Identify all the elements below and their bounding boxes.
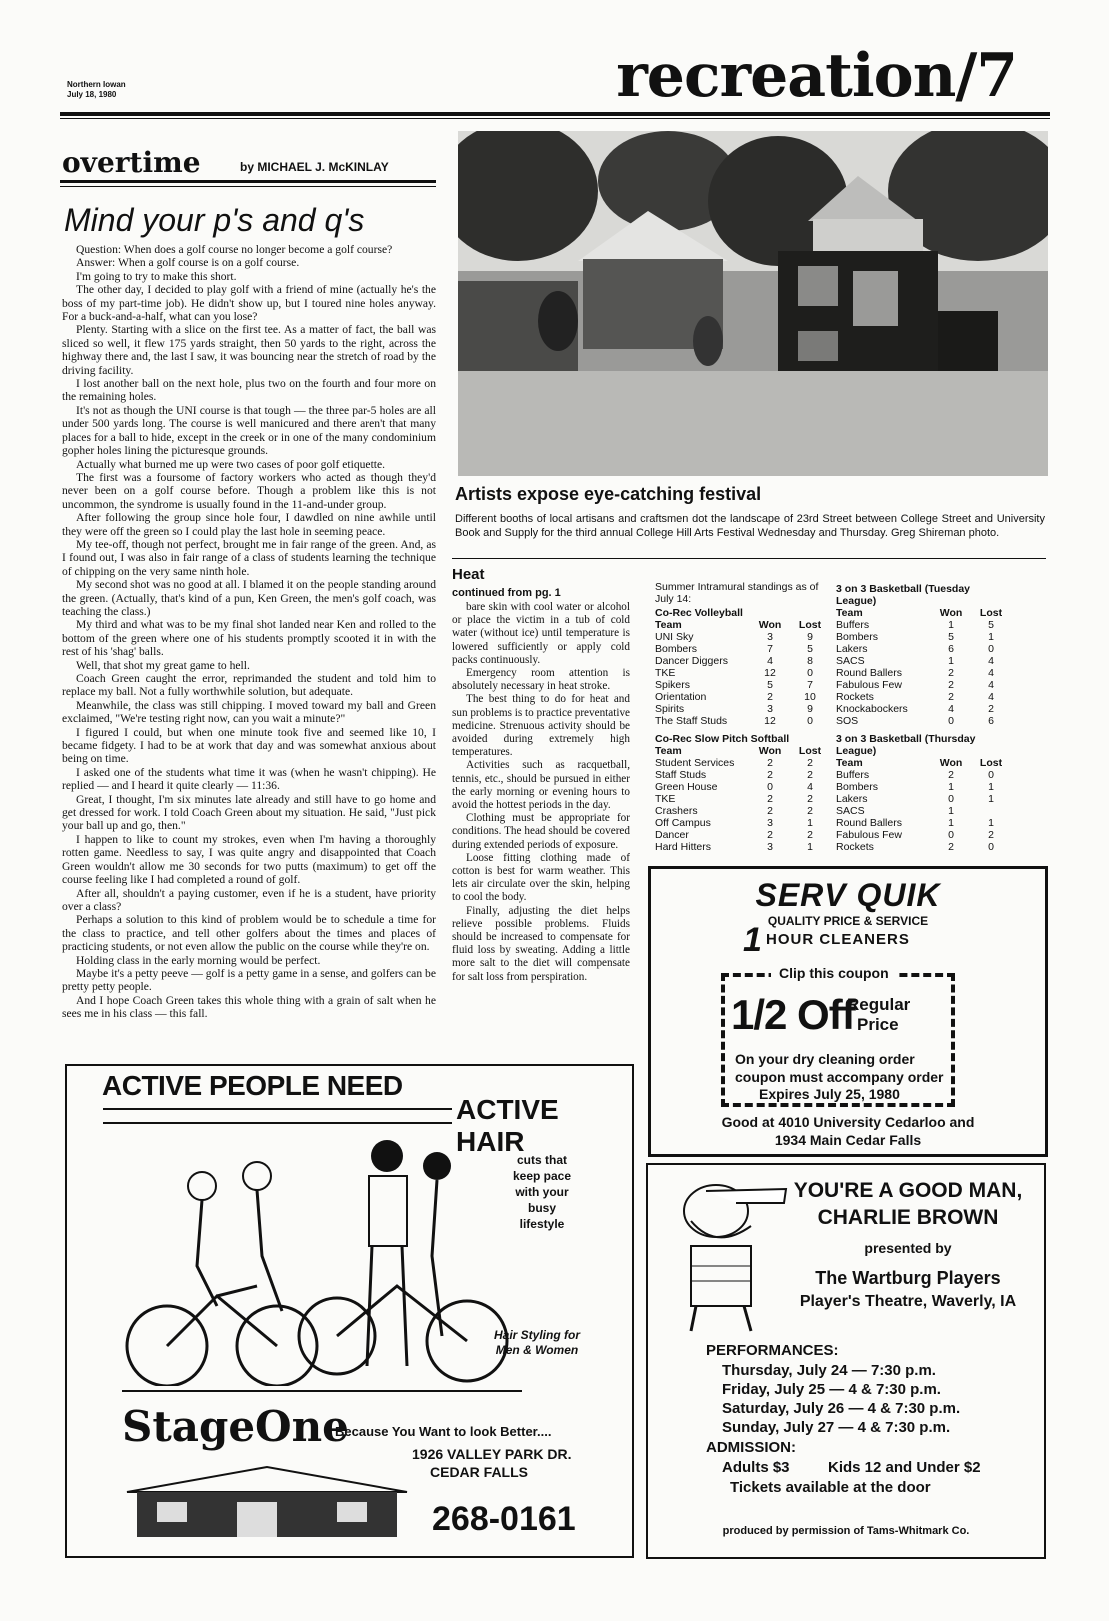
standings-cell: 2	[948, 691, 954, 703]
charlie-kids: Kids 12 and Under $2	[828, 1459, 981, 1476]
standings-cell: Round Ballers	[836, 667, 902, 679]
coupon-half-off: 1/2 Off	[731, 991, 855, 1038]
standings-cell: Lakers	[836, 793, 868, 805]
standings-cell: SACS	[836, 655, 865, 667]
standings-cell: Buffers	[836, 619, 870, 631]
standings-row	[655, 805, 830, 817]
standings-cell: 0	[988, 643, 994, 655]
standings-cell: The Staff Studs	[655, 715, 728, 727]
standings-row	[655, 793, 830, 805]
column-name: overtime	[62, 146, 201, 179]
column-paragraph: My tee-off, though not perfect, brought me in fair range of the green. And, as I found out, I was also in fair range of a class of students learning the technique of chipping on the very same ninth hole.	[62, 537, 436, 578]
section-title	[616, 41, 1017, 111]
standings-row	[655, 679, 830, 691]
stageone-hair: ACTIVE HAIR	[452, 1094, 632, 1158]
standings-header-cell: Won	[939, 607, 963, 619]
standings-cell: Spikers	[655, 679, 691, 691]
standings-header-cell: Won	[939, 757, 963, 769]
standings-cell: Fabulous Few	[836, 829, 902, 841]
standings-cell: 7	[807, 679, 813, 691]
column-paragraph: After all, shouldn't a paying customer, even if he is a student, have priority over a class?	[62, 886, 436, 913]
standings-cell: Bombers	[836, 631, 879, 643]
section-name: recreation	[616, 41, 956, 111]
standings-cell: 1	[988, 631, 994, 643]
standings-title: 3 on 3 Basketball (Thursday League)	[836, 733, 976, 757]
heat-continued: continued from pg. 1	[452, 587, 561, 599]
standings-cell: Rockets	[836, 841, 874, 853]
standings-cell: 0	[767, 781, 773, 793]
standings-row	[655, 643, 830, 655]
standings-cell: 1	[948, 655, 954, 667]
standings-cell: 3	[767, 631, 773, 643]
stageone-addr1: 1926 VALLEY PARK DR.	[412, 1446, 572, 1462]
standings-row	[836, 769, 1011, 781]
stageone-logo: StageOne	[122, 1402, 349, 1451]
standings-cell: Lakers	[836, 643, 868, 655]
basketball-tuesday-standings	[836, 583, 1011, 727]
standings-cell: Fabulous Few	[836, 679, 902, 691]
standings-cell: 3	[767, 817, 773, 829]
column-paragraph: The other day, I decided to play golf with a friend of mine (actually he's the boss of my part-time job). He didn't show up, but I toured nine holes anyway. For a buck-and-a-half, what can you lose?	[62, 283, 436, 324]
standings-cell	[971, 805, 1011, 817]
column-paragraph: Actually what burned me up were two cases of poor golf etiquette.	[76, 457, 386, 471]
standings-cell: 2	[948, 667, 954, 679]
coupon-line1: On your dry cleaning order	[735, 1051, 915, 1067]
stageone-phone: 268-0161	[432, 1500, 576, 1538]
standings-header-cell: Lost	[798, 745, 822, 757]
charlie-theatre: Player's Theatre, Waverly, IA	[799, 1293, 1017, 1310]
standings-cell: 5	[988, 619, 994, 631]
standings-cell: 6	[988, 715, 994, 727]
standings-row	[836, 829, 1011, 841]
standings-cell: 0	[807, 715, 813, 727]
standings-cell: Bombers	[655, 643, 698, 655]
standings-header-cell: Lost	[979, 607, 1003, 619]
paper-date: July 18, 1980	[67, 90, 117, 99]
heat-paragraph: Emergency room attention is absolutely necessary in heat stroke.	[452, 667, 630, 693]
standings-cell: 2	[988, 829, 994, 841]
standings-row	[655, 631, 830, 643]
standings-header-cell: Won	[758, 619, 782, 631]
standings-cell: 4	[807, 781, 813, 793]
stageone-top: ACTIVE PEOPLE NEED	[102, 1070, 403, 1101]
standings-cell: Green House	[655, 781, 718, 793]
masthead-rule	[60, 112, 1050, 116]
column-paragraph: Well, that shot my great game to hell.	[76, 658, 250, 672]
standings-cell: 2	[767, 769, 773, 781]
standings-row	[836, 715, 1011, 727]
servquik-hour: HOUR CLEANERS	[766, 931, 910, 948]
standings-row	[655, 703, 830, 715]
standings-cell: 0	[988, 841, 994, 853]
servquik-ad	[648, 866, 1048, 1157]
column-paragraph: My second shot was no good at all. I blamed it on the people standing around the green. (Actually, that's kind of a pun, Ken Green, the men's golf coach, was teaching the class.)	[62, 578, 436, 618]
standings-row	[836, 781, 1011, 793]
standings-cell: 1	[988, 793, 994, 805]
standings-cell: 2	[948, 679, 954, 691]
standings-cell: 4	[988, 655, 994, 667]
heat-paragraph: Finally, adjusting the diet helps relieve possible problems. Fluids should be increased to compensate for fluid loss by sweating. Adding a little more salt to the diet will compensate for salt loss from perspiration.	[452, 904, 630, 983]
standings-cell: 4	[767, 655, 773, 667]
standings-cell: 9	[807, 631, 813, 643]
standings-cell: 2	[767, 757, 773, 769]
stageone-ground	[122, 1390, 522, 1392]
standings-row	[655, 667, 830, 679]
servquik-one: 1	[743, 921, 762, 959]
column-paragraph: I figured I could, but when one minute took five and seemed like 10, I became fidgety. I had to be at work that day and was somewhat anxious about being on time.	[62, 725, 436, 766]
volleyball-standings	[655, 607, 830, 727]
column-headline: Mind your p's and q's	[64, 202, 365, 238]
heat-paragraph: Clothing must be appropriate for conditions. The head should be covered during extended periods of exposure.	[452, 812, 630, 851]
standings-cell: 4	[988, 667, 994, 679]
standings-cell: Dancer	[655, 829, 689, 841]
column-paragraph: The first was a foursome of factory workers who acted as though they'd never been on a golf course before. Though a problem like this is not uncommon, the syndrome is usually found in the 11-and-under group.	[62, 470, 436, 511]
charlie-performances	[722, 1361, 960, 1437]
standings-cell: 2	[948, 769, 954, 781]
charlie-brown-ad	[646, 1163, 1046, 1559]
standings-cell: 1	[807, 817, 813, 829]
standings-row	[655, 781, 830, 793]
charlie-perf-head: PERFORMANCES:	[706, 1342, 839, 1359]
servquik-brand: SERV QUIK	[755, 877, 941, 913]
standings-cell: TKE	[655, 793, 676, 805]
standings-row	[655, 841, 830, 853]
column-paragraph: Holding class in the early morning would be perfect.	[76, 953, 321, 967]
standings-row	[836, 619, 1011, 631]
standings-cell: 4	[988, 691, 994, 703]
column-paragraph: Meanwhile, the class was still chipping. I moved toward my ball and Green exclaimed, "We're testing right now, can you wait a minute?"	[62, 698, 436, 726]
standings-cell: 6	[948, 643, 954, 655]
column-body	[62, 243, 436, 1045]
standings-row	[836, 817, 1011, 829]
standings-header-cell: Lost	[979, 757, 1003, 769]
standings-header-cell: Team	[655, 619, 682, 631]
standings-cell: Student Services	[655, 757, 735, 769]
standings-row	[836, 691, 1011, 703]
standings-cell: Off Campus	[655, 817, 711, 829]
standings-cell: 1	[988, 781, 994, 793]
column-rule-thin	[60, 186, 436, 187]
charlie-adults: Adults $3	[722, 1459, 790, 1476]
standings-cell: 1	[988, 817, 994, 829]
column-paragraph: And I hope Coach Green takes this whole thing with a grain of salt when he sees me in his class — this fall.	[62, 993, 436, 1021]
standings-cell: 2	[988, 703, 994, 715]
standings-title: Co-Rec Volleyball	[655, 607, 743, 619]
column-paragraph: My third and what was to be my final shot landed near Ken and rolled to the bottom of the green where one of his students promptly scooted it in with the rest of his 'shag' balls.	[62, 618, 436, 659]
stageone-ad	[65, 1064, 634, 1558]
standings-cell: Dancer Diggers	[655, 655, 728, 667]
standings-row	[836, 841, 1011, 853]
standings-cell: 0	[948, 793, 954, 805]
heat-paragraph: The best thing to do for heat and sun problems is to practice preventative medicine. Strenuous activity should be avoided during extremely high temperatures.	[452, 693, 630, 759]
standings-cell: 0	[807, 667, 813, 679]
standings-cell: 4	[988, 679, 994, 691]
column-paragraph: After following the group since hole four, I dawdled on nine awhile until they were off the green so I could play the last hole in seeming peace.	[62, 511, 436, 538]
standings-cell: 4	[948, 703, 954, 715]
standings-row	[836, 667, 1011, 679]
standings-row	[655, 829, 830, 841]
standings-cell: 0	[948, 715, 954, 727]
standings-table	[655, 619, 830, 727]
stageone-cuts: cuts that keep pace with your busy lifestyle	[512, 1153, 572, 1231]
column-paragraph: Answer: When a golf course is on a golf course.	[76, 256, 300, 270]
column-paragraph: I happen to like to count my strokes, even when I'm having a thoroughly rotten game. Needless to say, I was quite angry and disappointed that Coach Green wouldn't allow me 30 seconds for two putts (maximum) to get off the course feeling like I had completed a round of golf.	[62, 832, 436, 887]
charlie-tickets: Tickets available at the door	[730, 1479, 931, 1496]
standings-header-cell: Team	[836, 607, 863, 619]
standings-table	[836, 757, 1011, 853]
standings-cell: 3	[767, 841, 773, 853]
standings-row	[836, 703, 1011, 715]
standings-title: Co-Rec Slow Pitch Softball	[655, 733, 790, 745]
performance-line: Friday, July 25 — 4 & 7:30 p.m.	[722, 1381, 941, 1398]
column-paragraph: I asked one of the students what time it was (when he wasn't chipping). He replied — and I heard it quite clearly — 11:36.	[62, 765, 436, 793]
standings-cell: 1	[948, 817, 954, 829]
standings-intro: Summer Intramural standings as of July 14:	[655, 581, 819, 605]
standings-cell: 2	[767, 805, 773, 817]
column-paragraph: It's not as though the UNI course is that tough — the three par-5 holes are all under 500 yards long. The course is well manicured and there aren't that many places for a ball to hide, except in the creek or in one of the many condominium gopher holes lining the picturesque grounds.	[62, 403, 436, 458]
standings-cell: 0	[988, 769, 994, 781]
standings-row	[836, 793, 1011, 805]
standings-table	[836, 607, 1011, 727]
standings-cell: 2	[807, 757, 813, 769]
cyclists-illustration	[107, 1136, 527, 1386]
standings-cell: UNI Sky	[655, 631, 694, 643]
standings-cell: Crashers	[655, 805, 698, 817]
standings-cell: 2	[807, 829, 813, 841]
column-paragraph: Great, I thought, I'm six minutes late already and still have to go home and get dressed for work. I told Coach Green about my situation. He said, "Just pick your ball up and go, then."	[62, 792, 436, 833]
caption-rule	[452, 558, 1046, 559]
standings-cell: 12	[764, 667, 776, 679]
heat-paragraph: Activities such as racquetball, tennis, etc., should be pursued in either the early morning or evening hours to avoid the hottest periods in the day.	[452, 759, 630, 812]
stageone-styling: Hair Styling for Men & Women	[493, 1328, 580, 1357]
standings-row	[655, 817, 830, 829]
standings-table	[655, 745, 830, 853]
charlie-presented: presented by	[864, 1240, 952, 1256]
standings-cell: 1	[948, 805, 954, 817]
standings-row	[655, 757, 830, 769]
standings-cell: 2	[807, 769, 813, 781]
standings-cell: 7	[767, 643, 773, 655]
coupon-clip: Clip this coupon	[771, 965, 897, 981]
coupon-expires: Expires July 25, 1980	[755, 1086, 904, 1102]
standings-cell: 1	[948, 781, 954, 793]
coupon-price: Price	[857, 1015, 899, 1034]
standings-cell: 2	[807, 793, 813, 805]
servquik-tagline: QUALITY PRICE & SERVICE	[767, 914, 929, 928]
servquik-good1: Good at 4010 University Cedarloo and	[721, 1114, 975, 1130]
standings-row	[655, 715, 830, 727]
standings-row	[836, 631, 1011, 643]
standings-cell: 12	[764, 715, 776, 727]
photo-caption: Different booths of local artisans and craftsmen dot the landscape of 23rd Street between College Street and University Book and Supply for the third annual College Hill Arts Festival Wednesday and Thursday. Greg Shireman photo.	[455, 513, 1045, 539]
standings-cell: TKE	[655, 667, 676, 679]
charlie-permission: produced by permission of Tams-Whitmark Co.	[722, 1525, 970, 1537]
standings-cell: 2	[767, 829, 773, 841]
standings-cell: Spirits	[655, 703, 685, 715]
standings-row	[836, 655, 1011, 667]
column-rule	[60, 180, 436, 183]
performance-line: Sunday, July 27 — 4 & 7:30 p.m.	[722, 1419, 951, 1436]
standings-cell: Hard Hitters	[655, 841, 712, 853]
masthead-rule-thin	[60, 118, 1050, 119]
standings-cell: 5	[948, 631, 954, 643]
standings-cell: Rockets	[836, 691, 874, 703]
coupon-regular: Regular	[847, 995, 911, 1014]
standings-cell: 1	[948, 619, 954, 631]
heat-paragraph: Loose fitting clothing made of cotton is best for warm weather. This lets air circulate over the skin, helping to cool the body.	[452, 851, 630, 904]
standings-cell: 3	[767, 703, 773, 715]
standings-cell: Orientation	[655, 691, 707, 703]
column-paragraph: Question: When does a golf course no longer become a golf course?	[76, 243, 393, 256]
standings-title: 3 on 3 Basketball (Tuesday League)	[836, 583, 971, 607]
snoopy-illustration	[666, 1171, 796, 1336]
standings-header-cell: Team	[836, 757, 863, 769]
charlie-title1: YOU'RE A GOOD MAN,	[793, 1179, 1023, 1202]
standings-cell: 10	[804, 691, 816, 703]
festival-photo	[458, 131, 1048, 476]
standings-cell: 0	[948, 829, 954, 841]
standings-row	[655, 769, 830, 781]
basketball-thursday-standings	[836, 733, 1011, 853]
standings-cell: 2	[807, 805, 813, 817]
standings-cell: 2	[767, 793, 773, 805]
charlie-players: The Wartburg Players	[815, 1268, 1001, 1288]
salon-building	[117, 1462, 417, 1542]
standings-cell: 5	[767, 679, 773, 691]
standings-header-cell: Lost	[798, 619, 822, 631]
column-paragraph: I'm going to try to make this short.	[76, 269, 237, 283]
charlie-title2: CHARLIE BROWN	[817, 1206, 999, 1229]
page-number: /7	[955, 41, 1017, 111]
column-paragraph: I lost another ball on the next hole, plus two on the fourth and four more on the remaining holes.	[62, 377, 436, 404]
byline: by MICHAEL J. McKINLAY	[240, 160, 389, 174]
standings-header-cell: Won	[758, 745, 782, 757]
standings-row	[836, 679, 1011, 691]
charlie-adm-head: ADMISSION:	[706, 1439, 796, 1456]
column-paragraph: Coach Green caught the error, reprimanded the student and told him to replace my ball. Not a fully worthwhile solution, but adequate.	[62, 672, 436, 699]
standings-cell: Knockabockers	[836, 703, 908, 715]
standings-row	[655, 655, 830, 667]
standings-cell: 2	[767, 691, 773, 703]
standings-cell: SOS	[836, 715, 859, 727]
standings-cell: 9	[807, 703, 813, 715]
paper-name: Northern Iowan	[67, 80, 126, 89]
standings-cell: Round Ballers	[836, 817, 902, 829]
standings-cell: Buffers	[836, 769, 870, 781]
performance-line: Thursday, July 24 — 7:30 p.m.	[722, 1362, 936, 1379]
standings-row	[836, 805, 1011, 817]
column-paragraph: Maybe it's a petty peeve — golf is a petty game in a sense, and golfers can be pretty petty people.	[62, 966, 436, 994]
column-paragraph: Perhaps a solution to this kind of problem would be to schedule a time for the class to practice, and tell other golfers about the times and places of practicing students, or not even allow the public on the course while they're on.	[62, 913, 436, 954]
standings-cell: Bombers	[836, 781, 879, 793]
heat-title: Heat	[452, 566, 485, 583]
performance-line: Saturday, July 26 — 4 & 7:30 p.m.	[722, 1400, 961, 1417]
standings-cell: SACS	[836, 805, 865, 817]
standings-cell: 5	[807, 643, 813, 655]
stageone-addr2: CEDAR FALLS	[430, 1464, 528, 1480]
standings-cell: 2	[948, 841, 954, 853]
heat-body	[452, 601, 630, 1051]
servquik-good2: 1934 Main Cedar Falls	[774, 1132, 922, 1148]
standings-header-cell: Team	[655, 745, 682, 757]
photo-headline: Artists expose eye-catching festival	[455, 484, 762, 504]
stageone-slogan: Because You Want to look Better....	[335, 1424, 552, 1439]
standings-row	[836, 643, 1011, 655]
standings-row	[655, 691, 830, 703]
masthead-paper	[67, 80, 126, 100]
standings-cell: Staff Studs	[655, 769, 707, 781]
column-paragraph: Plenty. Starting with a slice on the first tee. As a matter of fact, the ball was sliced so well, it flew 175 yards straight, then 50 yards to the right, across the highway there and, the last I saw, it was bouncing near the stretch of road by the driving facility.	[62, 323, 436, 377]
standings-cell: 1	[807, 841, 813, 853]
standings-cell: 8	[807, 655, 813, 667]
coupon-line2: coupon must accompany order	[735, 1069, 944, 1085]
softball-standings	[655, 733, 830, 853]
heat-paragraph: bare skin with cool water or alcohol or place the victim in a tub of cold water (without ice) until temperature is lowered sufficiently or apply cold packs continuously.	[452, 601, 630, 666]
festival-photo-image	[458, 131, 1048, 476]
